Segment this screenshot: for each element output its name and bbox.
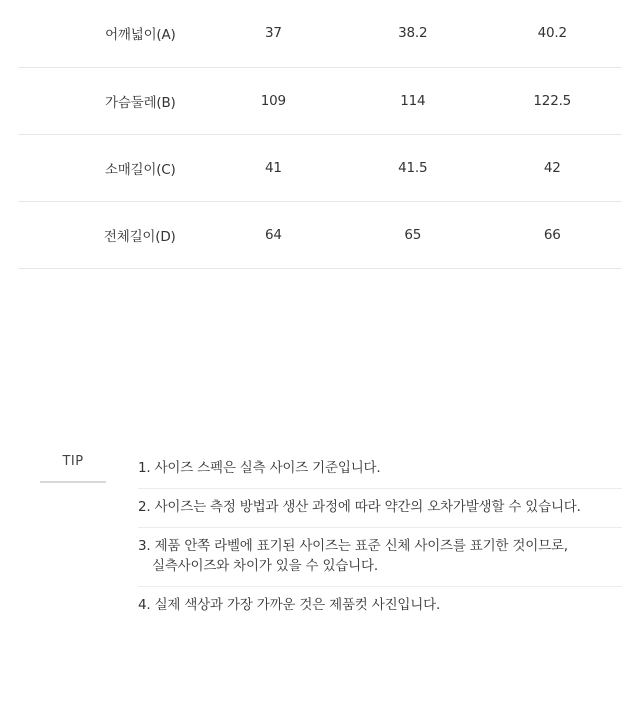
tip-item-text: 1. 사이즈 스펙은 실측 사이즈 기준입니다. bbox=[138, 460, 381, 476]
list-item bbox=[138, 528, 622, 587]
tip-title: TIP bbox=[62, 454, 84, 469]
measure-value: 109 bbox=[204, 67, 343, 134]
measure-label: 가슴둘레(B) bbox=[18, 67, 204, 134]
tip-row bbox=[18, 450, 622, 625]
tip-item-text: 3. 제품 안쪽 라벨에 표기된 사이즈는 표준 신체 사이즈를 표기한 것이므로, bbox=[138, 538, 568, 554]
measure-value: 41.5 bbox=[343, 134, 482, 201]
measure-value: 114 bbox=[343, 67, 482, 134]
tip-list bbox=[138, 450, 622, 625]
size-spec-table bbox=[18, 0, 622, 269]
tip-underline bbox=[40, 481, 106, 483]
measure-label: 어깨넓이(A) bbox=[18, 0, 204, 67]
table-row bbox=[18, 134, 622, 201]
tip-item-text: 4. 실제 색상과 가장 가까운 것은 제품컷 사진입니다. bbox=[138, 597, 441, 613]
table-bottom-divider bbox=[18, 268, 622, 269]
list-item bbox=[138, 587, 622, 625]
tip-heading bbox=[18, 450, 128, 483]
measure-value: 65 bbox=[343, 201, 482, 268]
tip-section bbox=[18, 450, 622, 625]
measure-value: 66 bbox=[483, 201, 622, 268]
measure-label: 전체길이(D) bbox=[18, 201, 204, 268]
table-row bbox=[18, 0, 622, 67]
table-row bbox=[18, 67, 622, 134]
measure-value: 37 bbox=[204, 0, 343, 67]
table-row bbox=[18, 201, 622, 268]
measure-value: 42 bbox=[483, 134, 622, 201]
tip-item-text-line2: 실측사이즈와 차이가 있을 수 있습니다. bbox=[152, 558, 378, 574]
measure-value: 122.5 bbox=[483, 67, 622, 134]
measure-label: 소매길이(C) bbox=[18, 134, 204, 201]
measure-value: 40.2 bbox=[483, 0, 622, 67]
list-item bbox=[138, 450, 622, 489]
list-item bbox=[138, 489, 622, 528]
tip-item-text: 2. 사이즈는 측정 방법과 생산 과정에 따라 약간의 오차가발생할 수 있습니다. bbox=[138, 499, 581, 515]
measure-value: 64 bbox=[204, 201, 343, 268]
measure-value: 38.2 bbox=[343, 0, 482, 67]
measure-value: 41 bbox=[204, 134, 343, 201]
